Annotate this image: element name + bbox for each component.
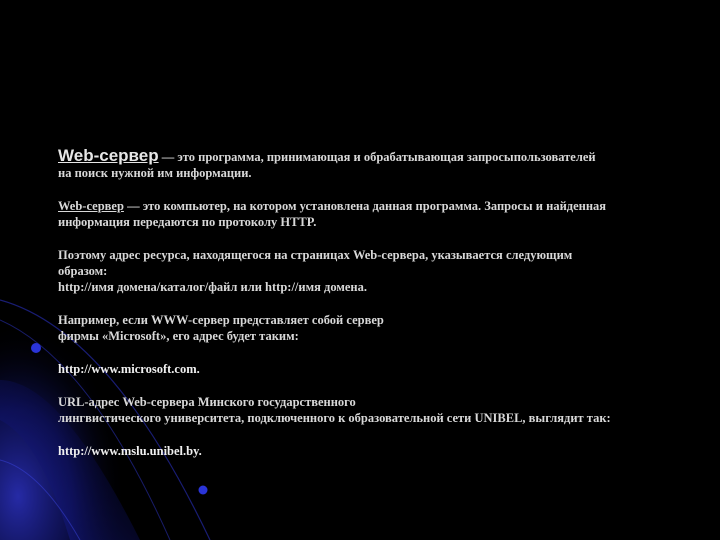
paragraph-address-format (58, 247, 698, 295)
url-microsoft: http://www.microsoft.com. (58, 362, 200, 376)
definition-text-line2: на поиск нужной им информации. (58, 166, 252, 180)
bullet-dot-1 (31, 343, 41, 353)
slide-content (58, 148, 698, 476)
term-web-server: Web-сервер (58, 146, 159, 165)
paragraph-definition-program (58, 148, 698, 181)
term-web-server-2: Web-сервер (58, 199, 124, 213)
definition-computer-line2: информация передаются по протоколу HTTP. (58, 215, 317, 229)
example-line2: фирмы «Microsoft», его адрес будет таким: (58, 329, 299, 343)
paragraph-example (58, 312, 698, 344)
paragraph-definition-computer (58, 198, 698, 230)
mslu-line1: URL-адрес Web-сервера Минского государственного (58, 395, 356, 409)
address-format-line1: Поэтому адрес ресурса, находящегося на страницах Web-сервера, указывается следующим (58, 248, 573, 262)
address-format-line2: образом: (58, 264, 108, 278)
mslu-line2: лингвистического университета, подключенного к образовательной сети UNIBEL, выглядит так: (58, 411, 611, 425)
definition-computer-text: — это компьютер, на котором установлена данная программа. Запросы и найденная (123, 199, 607, 213)
paragraph-mslu (58, 394, 698, 426)
url-mslu: http://www.mslu.unibel.by. (58, 444, 202, 458)
definition-text: — это программа, принимающая и обрабатывающая запросыпользователей (158, 150, 596, 164)
example-line1: Например, если WWW-сервер представляет собой сервер (58, 313, 384, 327)
bullet-dot-2 (199, 486, 208, 495)
address-format-line3: http://имя домена/каталог/файл или http://имя домена. (58, 280, 367, 294)
